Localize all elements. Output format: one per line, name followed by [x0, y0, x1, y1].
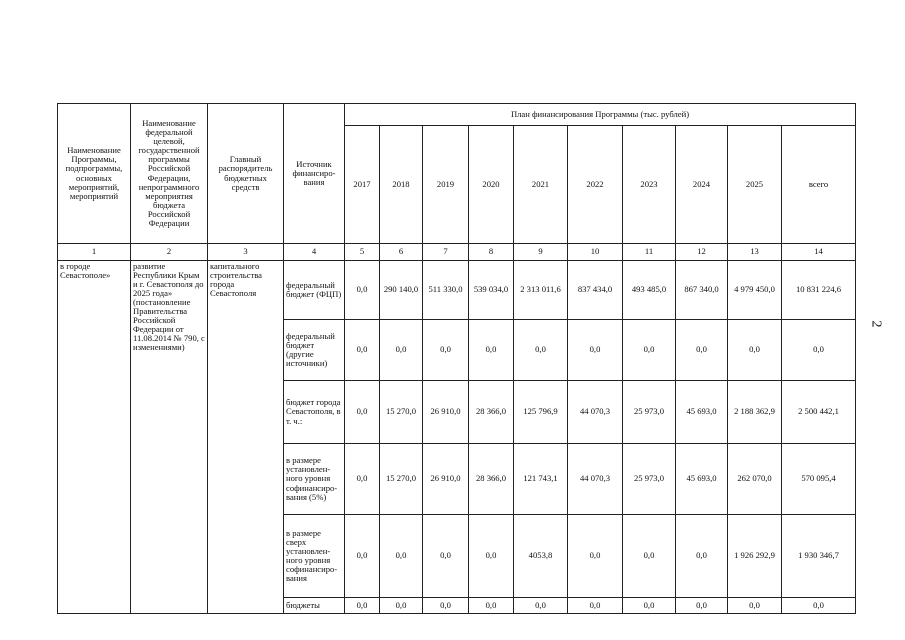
- source-cell: бюджеты: [284, 598, 345, 614]
- federal-program-cell: развитие Республики Крым и г. Севастополя до 2025 года» (постановление Правительства Российской Федерации от 11.08.2014 № 790, с изменениями): [131, 261, 208, 614]
- value-cell: 290 140,0: [380, 261, 423, 320]
- source-cell: федеральный бюджет (другие источники): [284, 320, 345, 381]
- source-cell: в размере установлен-ного уровня софинансиро-вания (5%): [284, 444, 345, 515]
- column-number: 3: [208, 244, 284, 261]
- value-cell: 262 070,0: [728, 444, 782, 515]
- source-cell: в размере сверх установлен-ного уровня софинансиро-вания: [284, 515, 345, 598]
- value-cell: 0,0: [423, 320, 469, 381]
- header-year: 2022: [568, 126, 623, 244]
- value-cell: 0,0: [345, 261, 380, 320]
- total-cell: 570 095,4: [782, 444, 856, 515]
- value-cell: 0,0: [423, 515, 469, 598]
- header-total: всего: [782, 126, 856, 244]
- value-cell: 4053,8: [514, 515, 568, 598]
- value-cell: 0,0: [423, 598, 469, 614]
- value-cell: 511 330,0: [423, 261, 469, 320]
- value-cell: 45 693,0: [676, 381, 728, 444]
- value-cell: 0,0: [676, 320, 728, 381]
- column-number: 8: [469, 244, 514, 261]
- value-cell: 0,0: [514, 598, 568, 614]
- total-cell: 1 930 346,7: [782, 515, 856, 598]
- value-cell: 15 270,0: [380, 381, 423, 444]
- header-year: 2021: [514, 126, 568, 244]
- value-cell: 0,0: [469, 515, 514, 598]
- value-cell: 837 434,0: [568, 261, 623, 320]
- source-cell: федеральный бюджет (ФЦП): [284, 261, 345, 320]
- value-cell: 0,0: [469, 598, 514, 614]
- column-number: 6: [380, 244, 423, 261]
- value-cell: 44 070,3: [568, 381, 623, 444]
- value-cell: 121 743,1: [514, 444, 568, 515]
- column-number: 2: [131, 244, 208, 261]
- value-cell: 2 313 011,6: [514, 261, 568, 320]
- header-program-name: Наименование Программы, подпрограммы, основных мероприятий, мероприятий: [58, 104, 131, 244]
- column-number: 11: [623, 244, 676, 261]
- value-cell: 0,0: [568, 598, 623, 614]
- header-year: 2023: [623, 126, 676, 244]
- header-year: 2025: [728, 126, 782, 244]
- header-plan: План финансирования Программы (тыс. рублей): [345, 104, 856, 126]
- column-number: 7: [423, 244, 469, 261]
- header-federal-program: Наименование федеральной целевой, государственной программы Российской Федерации, непрограммного мероприятия бюджета Российской Федерации: [131, 104, 208, 244]
- value-cell: 44 070,3: [568, 444, 623, 515]
- table-row: [58, 261, 856, 320]
- value-cell: 493 485,0: [623, 261, 676, 320]
- value-cell: 0,0: [380, 515, 423, 598]
- header-main-manager: Главный распорядитель бюджетных средств: [208, 104, 284, 244]
- value-cell: 0,0: [676, 598, 728, 614]
- value-cell: 0,0: [676, 515, 728, 598]
- header-year: 2024: [676, 126, 728, 244]
- value-cell: 0,0: [469, 320, 514, 381]
- source-cell: бюджет города Севастополя, в т. ч.:: [284, 381, 345, 444]
- value-cell: 539 034,0: [469, 261, 514, 320]
- value-cell: 2 188 362,9: [728, 381, 782, 444]
- value-cell: 0,0: [568, 320, 623, 381]
- value-cell: 0,0: [345, 381, 380, 444]
- value-cell: 4 979 450,0: [728, 261, 782, 320]
- value-cell: 0,0: [728, 320, 782, 381]
- column-number: 9: [514, 244, 568, 261]
- value-cell: 0,0: [623, 320, 676, 381]
- program-name-cell: в городе Севастополе»: [58, 261, 131, 614]
- value-cell: 0,0: [568, 515, 623, 598]
- value-cell: 0,0: [728, 598, 782, 614]
- value-cell: 867 340,0: [676, 261, 728, 320]
- column-number: 4: [284, 244, 345, 261]
- value-cell: 15 270,0: [380, 444, 423, 515]
- column-number: 12: [676, 244, 728, 261]
- value-cell: 0,0: [623, 598, 676, 614]
- column-number: 1: [58, 244, 131, 261]
- page-number: 2: [868, 320, 884, 328]
- value-cell: 28 366,0: [469, 381, 514, 444]
- value-cell: 0,0: [345, 320, 380, 381]
- header-year: 2018: [380, 126, 423, 244]
- main-manager-cell: капитального строительства города Севастополя: [208, 261, 284, 614]
- column-number: 14: [782, 244, 856, 261]
- total-cell: 0,0: [782, 320, 856, 381]
- header-year: 2019: [423, 126, 469, 244]
- column-number: 13: [728, 244, 782, 261]
- value-cell: 0,0: [623, 515, 676, 598]
- value-cell: 1 926 292,9: [728, 515, 782, 598]
- value-cell: 45 693,0: [676, 444, 728, 515]
- value-cell: 26 910,0: [423, 444, 469, 515]
- value-cell: 0,0: [380, 598, 423, 614]
- header-year: 2020: [469, 126, 514, 244]
- total-cell: 2 500 442,1: [782, 381, 856, 444]
- total-cell: 10 831 224,6: [782, 261, 856, 320]
- header-year: 2017: [345, 126, 380, 244]
- value-cell: 0,0: [345, 515, 380, 598]
- total-cell: 0,0: [782, 598, 856, 614]
- column-number: 5: [345, 244, 380, 261]
- value-cell: 25 973,0: [623, 381, 676, 444]
- value-cell: 0,0: [380, 320, 423, 381]
- value-cell: 0,0: [514, 320, 568, 381]
- column-number: 10: [568, 244, 623, 261]
- value-cell: 0,0: [345, 444, 380, 515]
- value-cell: 26 910,0: [423, 381, 469, 444]
- financing-table: [57, 103, 856, 614]
- value-cell: 25 973,0: [623, 444, 676, 515]
- value-cell: 0,0: [345, 598, 380, 614]
- value-cell: 28 366,0: [469, 444, 514, 515]
- header-source: Источник финансиро-вания: [284, 104, 345, 244]
- value-cell: 125 796,9: [514, 381, 568, 444]
